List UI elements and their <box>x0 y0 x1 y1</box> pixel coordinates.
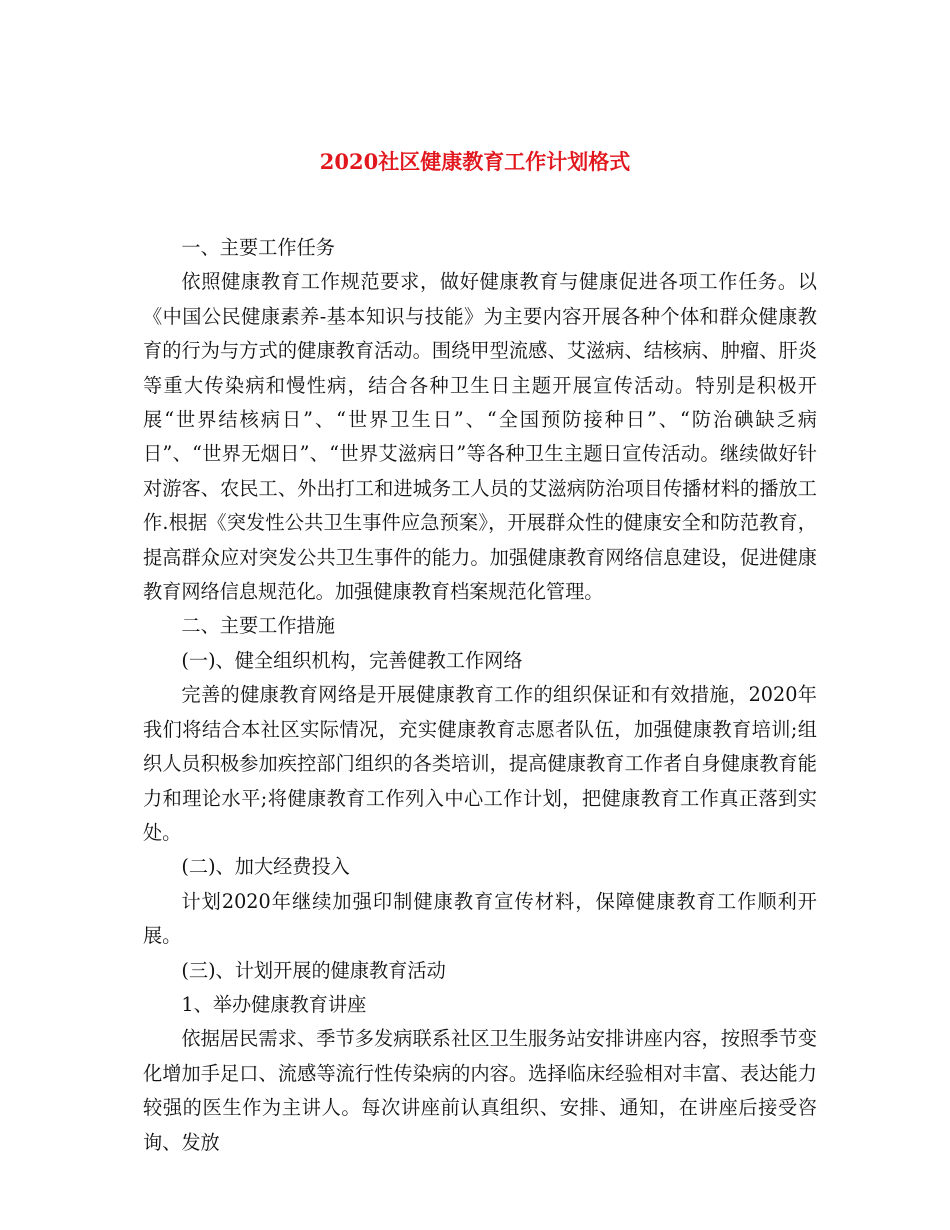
paragraph-lectures: 依据居民需求、季节多发病联系社区卫生服务站安排讲座内容，按照季节变化增加手足口、流感等流行性传染病的内容。选择临床经验相对丰富、表达能力较强的医生作为主讲人。每次讲座前认真组织、安排、通知，在讲座后接受咨询、发放 <box>143 1027 817 1154</box>
paragraph-organization: 完善的健康教育网络是开展健康教育工作的组织保证和有效措施，2020年我们将结合本社区实际情况，充实健康教育志愿者队伍，加强健康教育培训;组织人员积极参加疾控部门组织的各类培训，提高健康教育工作者自身健康教育能力和理论水平;将健康教育工作列入中心工作计划，把健康教育工作真正落到实处。 <box>143 683 817 844</box>
subheading-organization: (一)、健全组织机构，完善健教工作网络 <box>181 648 523 672</box>
paragraph-main-tasks: 依照健康教育工作规范要求，做好健康教育与健康促进各项工作任务。以《中国公民健康素养-基本知识与技能》为主要内容开展各种个体和群众健康教育的行为与方式的健康教育活动。围绕甲型流感、艾滋病、结核病、肿瘤、肝炎等重大传染病和慢性病，结合各种卫生日主题开展宣传活动。特别是积极开展“世界结核病日”、“世界卫生日”、“全国预防接种日”、“防治碘缺乏病日”、“世界无烟日”、“世界艾滋病日”等各种卫生主题日宣传活动。继续做好针对游客、农民工、外出打工和进城务工人员的艾滋病防治项目传播材料的播放工作.根据《突发性公共卫生事件应急预案》，开展群众性的健康安全和防范教育，提高群众应对突发公共卫生事件的能力。加强健康教育网络信息建设，促进健康教育网络信息规范化。加强健康教育档案规范化管理。 <box>143 270 817 604</box>
paragraph-funding: 计划2020年继续加强印制健康教育宣传材料，保障健康教育工作顺利开展。 <box>143 889 817 948</box>
section-heading-main-measures: 二、主要工作措施 <box>181 614 335 638</box>
subheading-lectures: 1、举办健康教育讲座 <box>181 992 367 1016</box>
subheading-funding: (二)、加大经费投入 <box>181 855 350 879</box>
subheading-activities: (三)、计划开展的健康教育活动 <box>181 958 446 982</box>
document-body <box>143 231 817 1160</box>
document-title: 2020社区健康教育工作计划格式 <box>319 149 631 174</box>
section-heading-main-tasks: 一、主要工作任务 <box>181 236 335 259</box>
